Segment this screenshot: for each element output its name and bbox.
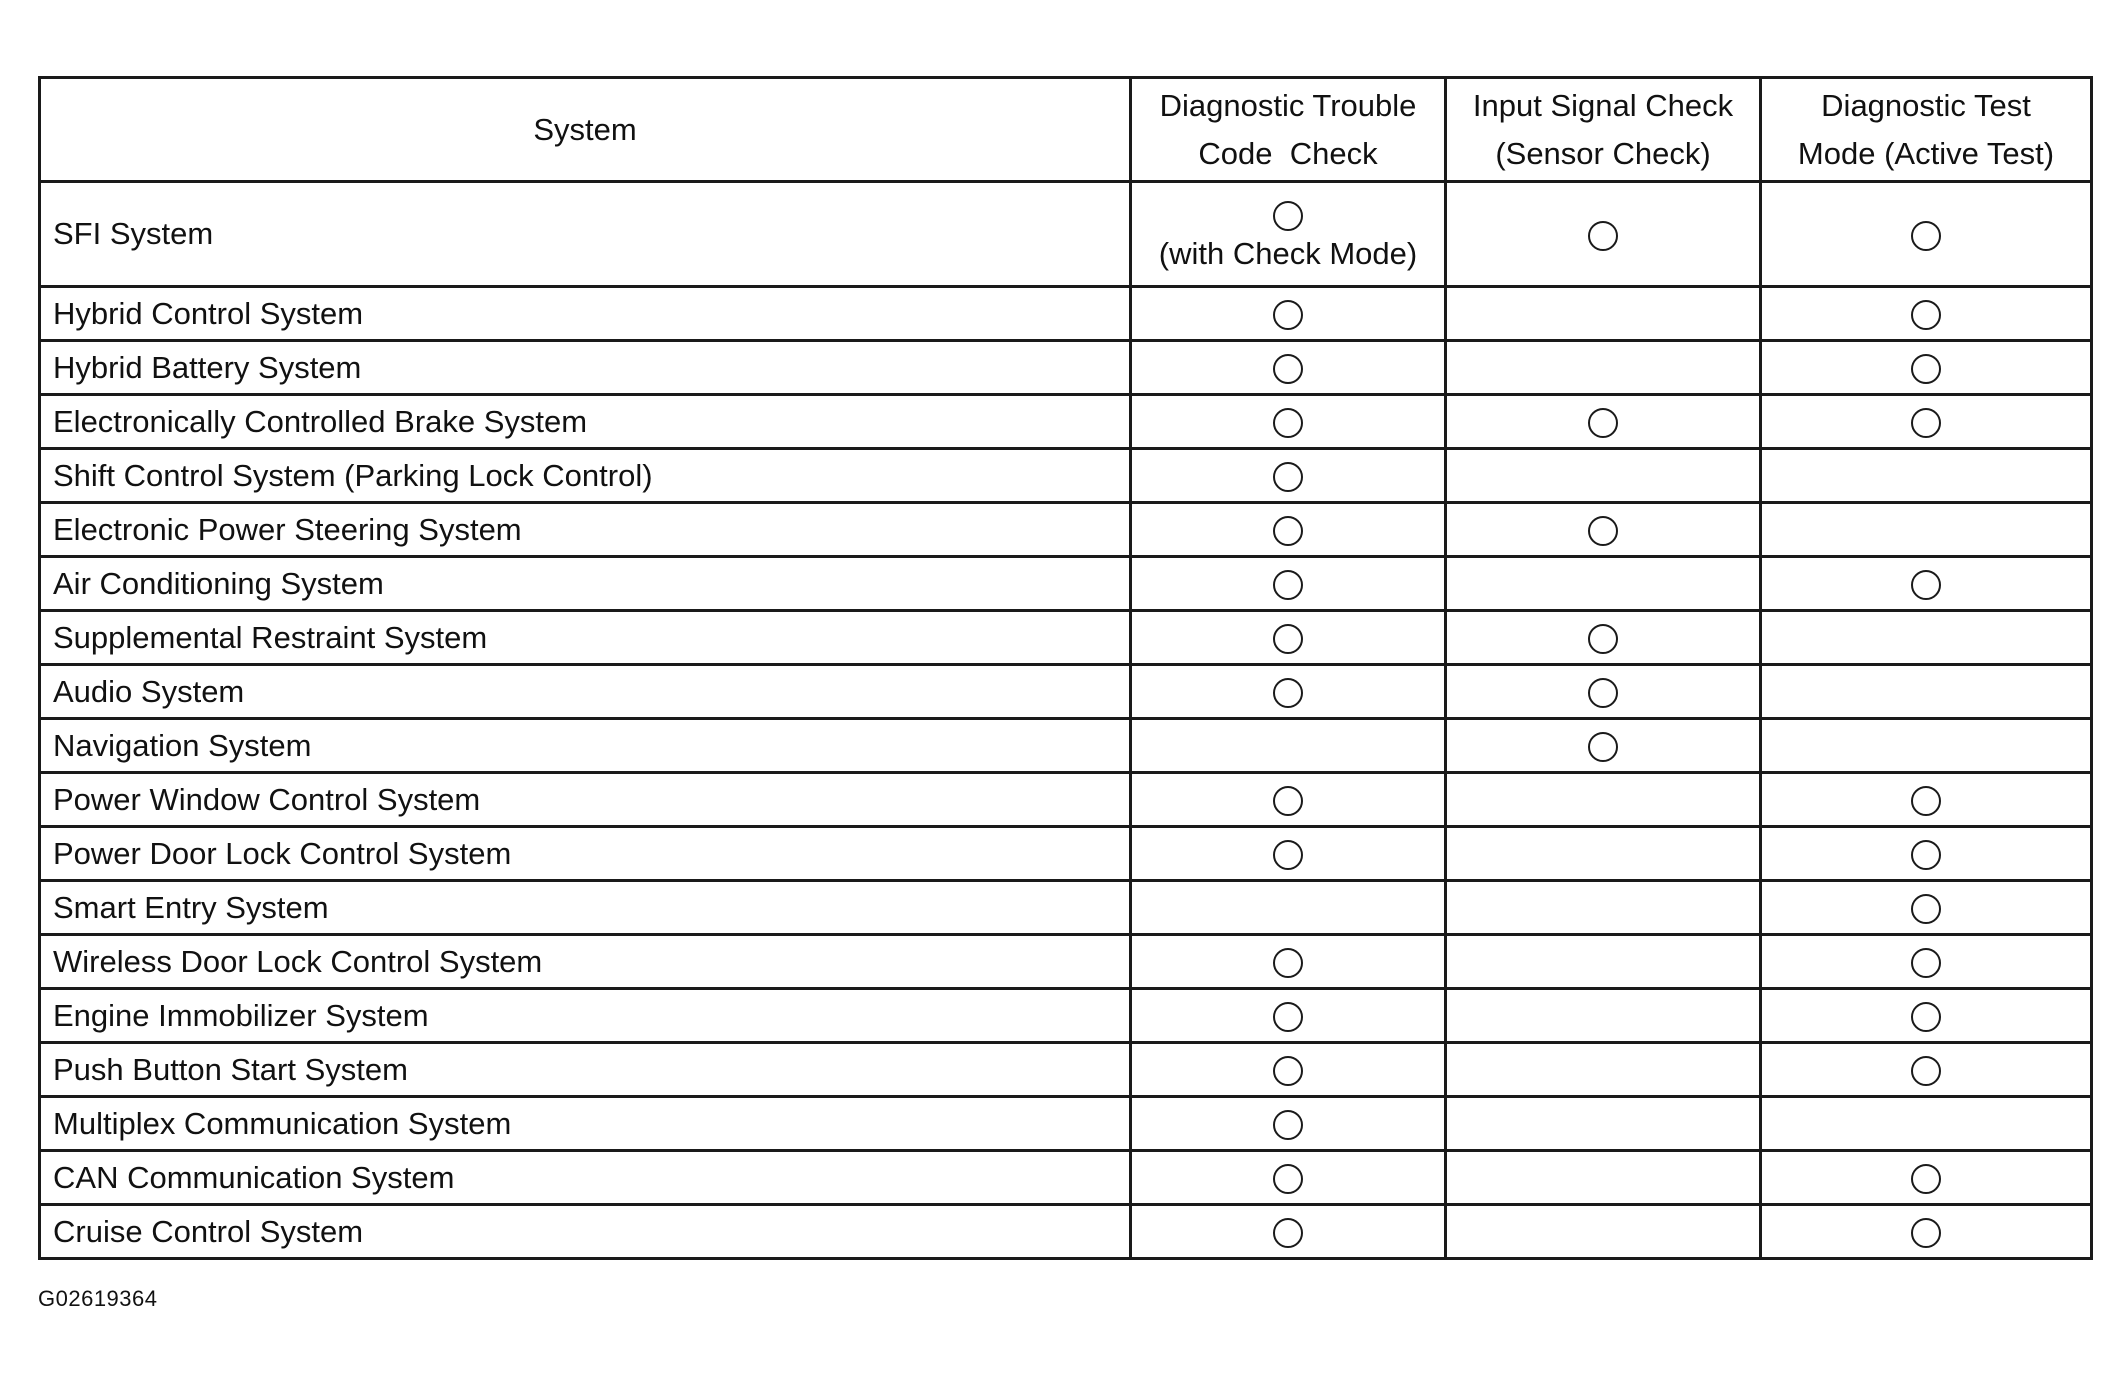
supported-circle-icon	[1911, 894, 1941, 924]
system-name-cell: Power Door Lock Control System	[40, 827, 1131, 881]
system-name-cell: Push Button Start System	[40, 1043, 1131, 1097]
dtc-cell	[1131, 287, 1446, 341]
input-cell	[1446, 989, 1761, 1043]
supported-circle-icon	[1588, 732, 1618, 762]
supported-circle-icon	[1273, 1056, 1303, 1086]
system-name-cell: Electronically Controlled Brake System	[40, 395, 1131, 449]
system-name-cell: Engine Immobilizer System	[40, 989, 1131, 1043]
dtc-cell	[1131, 611, 1446, 665]
supported-circle-icon	[1273, 948, 1303, 978]
active-cell	[1761, 395, 2092, 449]
table-row	[40, 1043, 2092, 1097]
active-cell	[1761, 449, 2092, 503]
system-name-cell: Air Conditioning System	[40, 557, 1131, 611]
table-row	[40, 611, 2092, 665]
active-cell	[1761, 182, 2092, 287]
dtc-cell	[1131, 395, 1446, 449]
supported-circle-icon	[1911, 786, 1941, 816]
table-row	[40, 719, 2092, 773]
header-dtc-check: Diagnostic Trouble Code Check	[1131, 78, 1446, 182]
table-row	[40, 1205, 2092, 1259]
active-cell	[1761, 773, 2092, 827]
header-active-test: Diagnostic Test Mode (Active Test)	[1761, 78, 2092, 182]
supported-circle-icon	[1273, 300, 1303, 330]
supported-circle-icon	[1911, 840, 1941, 870]
input-cell	[1446, 182, 1761, 287]
supported-circle-icon	[1911, 354, 1941, 384]
supported-circle-icon	[1911, 1164, 1941, 1194]
supported-circle-icon	[1588, 408, 1618, 438]
system-name-cell: SFI System	[40, 182, 1131, 287]
supported-circle-icon	[1911, 1056, 1941, 1086]
supported-circle-icon	[1588, 516, 1618, 546]
dtc-cell	[1131, 989, 1446, 1043]
table-row	[40, 881, 2092, 935]
active-cell	[1761, 665, 2092, 719]
supported-circle-icon	[1588, 678, 1618, 708]
check-mode-note: (with Check Mode)	[1158, 236, 1418, 271]
active-cell	[1761, 1151, 2092, 1205]
system-name-cell: Cruise Control System	[40, 1205, 1131, 1259]
input-cell	[1446, 719, 1761, 773]
supported-circle-icon	[1911, 1002, 1941, 1032]
input-cell	[1446, 341, 1761, 395]
dtc-cell	[1131, 182, 1446, 287]
supported-circle-icon	[1273, 354, 1303, 384]
table-row	[40, 395, 2092, 449]
system-name-cell: Electronic Power Steering System	[40, 503, 1131, 557]
active-cell	[1761, 719, 2092, 773]
supported-circle-icon	[1588, 221, 1618, 251]
system-name-cell: Audio System	[40, 665, 1131, 719]
supported-circle-icon	[1911, 221, 1941, 251]
table-row	[40, 665, 2092, 719]
supported-circle-icon	[1273, 1218, 1303, 1248]
supported-circle-icon	[1911, 1218, 1941, 1248]
table-row	[40, 827, 2092, 881]
input-cell	[1446, 503, 1761, 557]
dtc-cell	[1131, 449, 1446, 503]
active-cell	[1761, 989, 2092, 1043]
input-cell	[1446, 773, 1761, 827]
system-name-cell: Navigation System	[40, 719, 1131, 773]
table-row	[40, 557, 2092, 611]
supported-circle-icon	[1273, 570, 1303, 600]
system-name-cell: Hybrid Control System	[40, 287, 1131, 341]
input-cell	[1446, 611, 1761, 665]
supported-circle-icon	[1911, 408, 1941, 438]
table-row	[40, 287, 2092, 341]
active-cell	[1761, 1205, 2092, 1259]
system-name-cell: Multiplex Communication System	[40, 1097, 1131, 1151]
input-cell	[1446, 287, 1761, 341]
dtc-cell	[1131, 557, 1446, 611]
supported-circle-icon	[1273, 1164, 1303, 1194]
header-input-signal-check: Input Signal Check (Sensor Check)	[1446, 78, 1761, 182]
figure-id: G02619364	[38, 1286, 158, 1311]
table-row	[40, 1151, 2092, 1205]
active-cell	[1761, 935, 2092, 989]
dtc-cell	[1131, 1205, 1446, 1259]
supported-circle-icon	[1273, 840, 1303, 870]
input-cell	[1446, 935, 1761, 989]
active-cell	[1761, 1043, 2092, 1097]
system-name-cell: Smart Entry System	[40, 881, 1131, 935]
supported-circle-icon	[1273, 786, 1303, 816]
input-cell	[1446, 1205, 1761, 1259]
active-cell	[1761, 611, 2092, 665]
input-cell	[1446, 449, 1761, 503]
supported-circle-icon	[1273, 678, 1303, 708]
system-name-cell: Power Window Control System	[40, 773, 1131, 827]
table-row	[40, 341, 2092, 395]
table-header-row	[40, 78, 2092, 182]
active-cell	[1761, 881, 2092, 935]
table-row	[40, 989, 2092, 1043]
input-cell	[1446, 1151, 1761, 1205]
input-cell	[1446, 1097, 1761, 1151]
input-cell	[1446, 665, 1761, 719]
active-cell	[1761, 341, 2092, 395]
supported-circle-icon	[1588, 624, 1618, 654]
table-row	[40, 1097, 2092, 1151]
dtc-cell	[1131, 1097, 1446, 1151]
system-name-cell: Supplemental Restraint System	[40, 611, 1131, 665]
supported-circle-icon	[1273, 1110, 1303, 1140]
active-cell	[1761, 557, 2092, 611]
dtc-cell	[1131, 881, 1446, 935]
dtc-cell	[1131, 1043, 1446, 1097]
input-cell	[1446, 395, 1761, 449]
dtc-cell	[1131, 827, 1446, 881]
dtc-cell	[1131, 665, 1446, 719]
table-row	[40, 773, 2092, 827]
input-cell	[1446, 827, 1761, 881]
system-name-cell: CAN Communication System	[40, 1151, 1131, 1205]
supported-circle-icon	[1273, 408, 1303, 438]
supported-circle-icon	[1911, 300, 1941, 330]
dtc-cell	[1131, 719, 1446, 773]
active-cell	[1761, 827, 2092, 881]
input-cell	[1446, 557, 1761, 611]
system-name-cell: Wireless Door Lock Control System	[40, 935, 1131, 989]
dtc-cell	[1131, 1151, 1446, 1205]
table-row	[40, 449, 2092, 503]
supported-circle-icon	[1273, 462, 1303, 492]
system-name-cell: Shift Control System (Parking Lock Control)	[40, 449, 1131, 503]
table-body	[40, 182, 2092, 1259]
table-row	[40, 935, 2092, 989]
active-cell	[1761, 1097, 2092, 1151]
dtc-cell	[1131, 503, 1446, 557]
supported-circle-icon	[1273, 201, 1303, 231]
dtc-cell	[1131, 935, 1446, 989]
supported-circle-icon	[1911, 570, 1941, 600]
active-cell	[1761, 287, 2092, 341]
supported-circle-icon	[1273, 516, 1303, 546]
input-cell	[1446, 881, 1761, 935]
active-cell	[1761, 503, 2092, 557]
table-row	[40, 503, 2092, 557]
dtc-cell	[1131, 341, 1446, 395]
table-row	[40, 182, 2092, 287]
dtc-cell	[1131, 773, 1446, 827]
input-cell	[1446, 1043, 1761, 1097]
supported-circle-icon	[1273, 1002, 1303, 1032]
supported-circle-icon	[1273, 624, 1303, 654]
supported-circle-icon	[1911, 948, 1941, 978]
diagnostic-function-table	[38, 76, 2093, 1260]
system-name-cell: Hybrid Battery System	[40, 341, 1131, 395]
header-system: System	[40, 78, 1131, 182]
